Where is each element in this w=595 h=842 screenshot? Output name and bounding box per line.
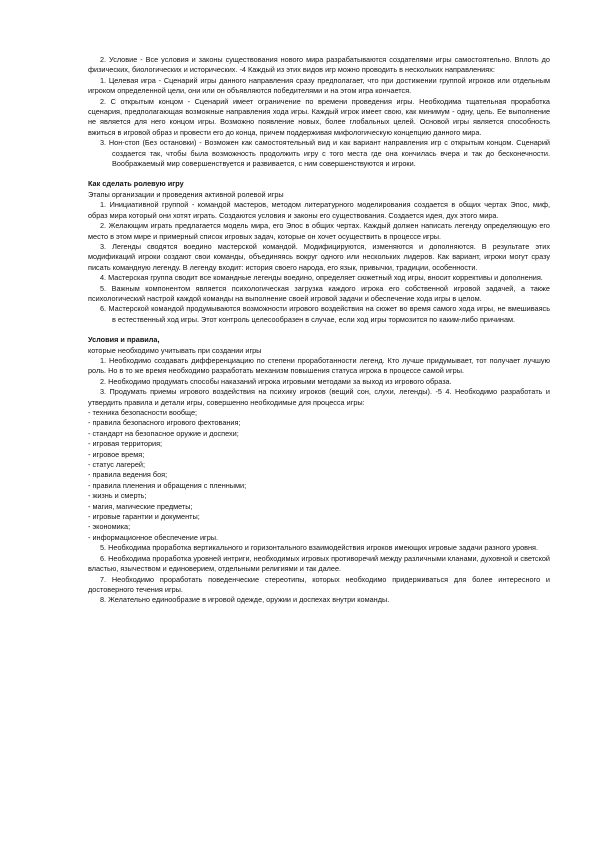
rule-bullet: - магия, магические предметы; (88, 501, 193, 511)
section-heading-how-to: Как сделать ролевую игру (88, 179, 184, 189)
rule-bullet: - правила ведения боя; (88, 470, 168, 480)
rule-bullet: - игровое время; (88, 449, 145, 459)
rule-item-5: 5. Необходима проработка вертикального и горизонтального взаимодействия игроков имеющих игровые задачи разного уровня. (100, 543, 539, 553)
rule-bullet: - информационное обеспечение игры. (88, 532, 219, 542)
document-content (88, 55, 550, 606)
direction-item-1: 1. Целевая игра - Сценарий игры данного направления сразу предполагает, что при достижении группой игроков или отдельным игроком определенной цели, они или он объявляются победителями и на этом игра кончается. (88, 75, 550, 96)
direction-item-3: 3. Нон-стоп (Без остановки) - Возможен как самостоятельный вид и как вариант направления игр с открытым концом. Сценарий создается так, чтобы была возможность продолжить игру с того места где она кончилась вчера и так до бесконечности. Воображаемый мир совершенствуется и развивается, с ним совершенствуются и игроки. (100, 138, 550, 169)
rule-bullet: - жизнь и смерть; (88, 491, 147, 501)
paragraph-condition: 2. Условие - Все условия и законы существования нового мира разрабатываются создателями игры самостоятельно. Вплоть до физических, биологических и исторических. -4 Каждый из этих видов игр можно проводить в нескольких направлениях: (88, 55, 550, 75)
stage-item-5: 5. Важным компонентом является психологическая загрузка каждого игрока его собственной игровой задачей, а также психологический настрой каждой команды на выполнение своей игровой задачи и обеспечение хода игры в целом. (88, 283, 550, 303)
rule-item-1: 1. Необходимо создавать дифференциацию по степени проработанности легенд. Кто лучше придумывает, тот получает лучшую роль. Но в то же время необходимо разработать механизм повышения статуса игрока в процессе самой игры. (88, 355, 550, 376)
stage-item-3: 3. Легенды сводятся воедино мастерской командой. Модифицируются, изменяются и дополняются. В результате этих модификаций игроки создают свои команды, объединяясь вокруг одного или нескольких лидеров. Как вариант, игроки могут сразу писать командную легенду. В легенду входит: история своего народа, его язык, привычки, традиции, особенности. (88, 241, 550, 272)
rule-bullet: - экономика; (88, 522, 131, 532)
spacer (88, 325, 550, 335)
rule-bullet: - игровая территория; (88, 439, 163, 449)
rule-bullet: - техника безопасности вообще; (88, 408, 198, 417)
section-subheading-rules: которые необходимо учитывать при создании игры (88, 345, 262, 355)
rule-item-8: 8. Желательно единообразие в игровой одежде, оружии и доспехах внутри команды. (100, 595, 390, 605)
rule-item-2: 2. Необходимо продумать способы наказаний игрока игровыми методами за выход из игрового образа. (100, 376, 452, 386)
stage-item-2: 2. Желающим играть предлагается модель мира, его Эпос в общих чертах. Каждый должен написать легенду определяющую его место в этом мире и примерный список игровых задач, которые он хочет осуществить в процессе игры. (88, 221, 550, 241)
rule-bullet: - правила безопасного игрового фехтования; (88, 418, 241, 428)
section-heading-rules: Условия и правила, (88, 335, 160, 345)
rule-bullet: - игровые гарантии и документы; (88, 512, 200, 522)
section-subheading-stages: Этапы организации и проведения активной ролевой игры (88, 189, 284, 199)
stage-item-4: 4. Мастерская группа сводит все командные легенды воедино, определяет сюжетный ход игры, вносит коррективы и дополнения. (100, 273, 543, 283)
rule-item-7: 7. Необходимо проработать поведенческие стереотипы, которых необходимо придерживаться для более интересного и достоверного течения игры. (88, 574, 550, 594)
stage-item-6: 6. Мастерской командой продумываются возможности игрового воздействия на сюжет во время самого хода игры, не вмешиваясь в естественный ход игры. Этот контроль целесообразен в случае, если ход игры тормозится по каким-либо причинам. (100, 304, 550, 324)
rule-bullet: - правила пленения и обращения с пленными; (88, 480, 247, 490)
direction-item-2: 2. С открытым концом - Сценарий имеет ограничение по времени проведения игры. Необходима тщательная проработка сценария, предполагающая возможные направления хода игры. Каждый игрок имеет свою, как минимум - одну, цель. Ее выполнение не является для него концом игры. Возможно появление новых, более глобальных целей. Основой игры является способность вжиться в игровой образ и провести его до конца, причем поддерживая мифологическую концепцию данного мира. (88, 96, 550, 137)
rule-bullet: - стандарт на безопасное оружие и доспехи; (88, 428, 239, 438)
rule-bullet: - статус лагерей; (88, 460, 146, 470)
rule-item-3: 3. Продумать приемы игрового воздействия на психику игроков (вещий сон, слухи, легенды). -5 4. Необходимо разработать и утвердить правила и детали игры, совершенно необходимые для процесса игры: (88, 387, 550, 407)
stage-item-1: 1. Инициативной группой - командой мастеров, методом литературного моделирования создается в общих чертах Эпос, миф, образ мира который они хотят играть. Создаются условия и законы его существования. Создается идея, дух этого мира. (88, 200, 550, 220)
rule-item-6: 6. Необходима проработка уровней интриги, необходимых игровых противоречий между различными кланами, духовной и светской властью, язычеством и единоверием, отдельными религиями и так далее. (88, 553, 550, 574)
spacer (88, 169, 550, 179)
